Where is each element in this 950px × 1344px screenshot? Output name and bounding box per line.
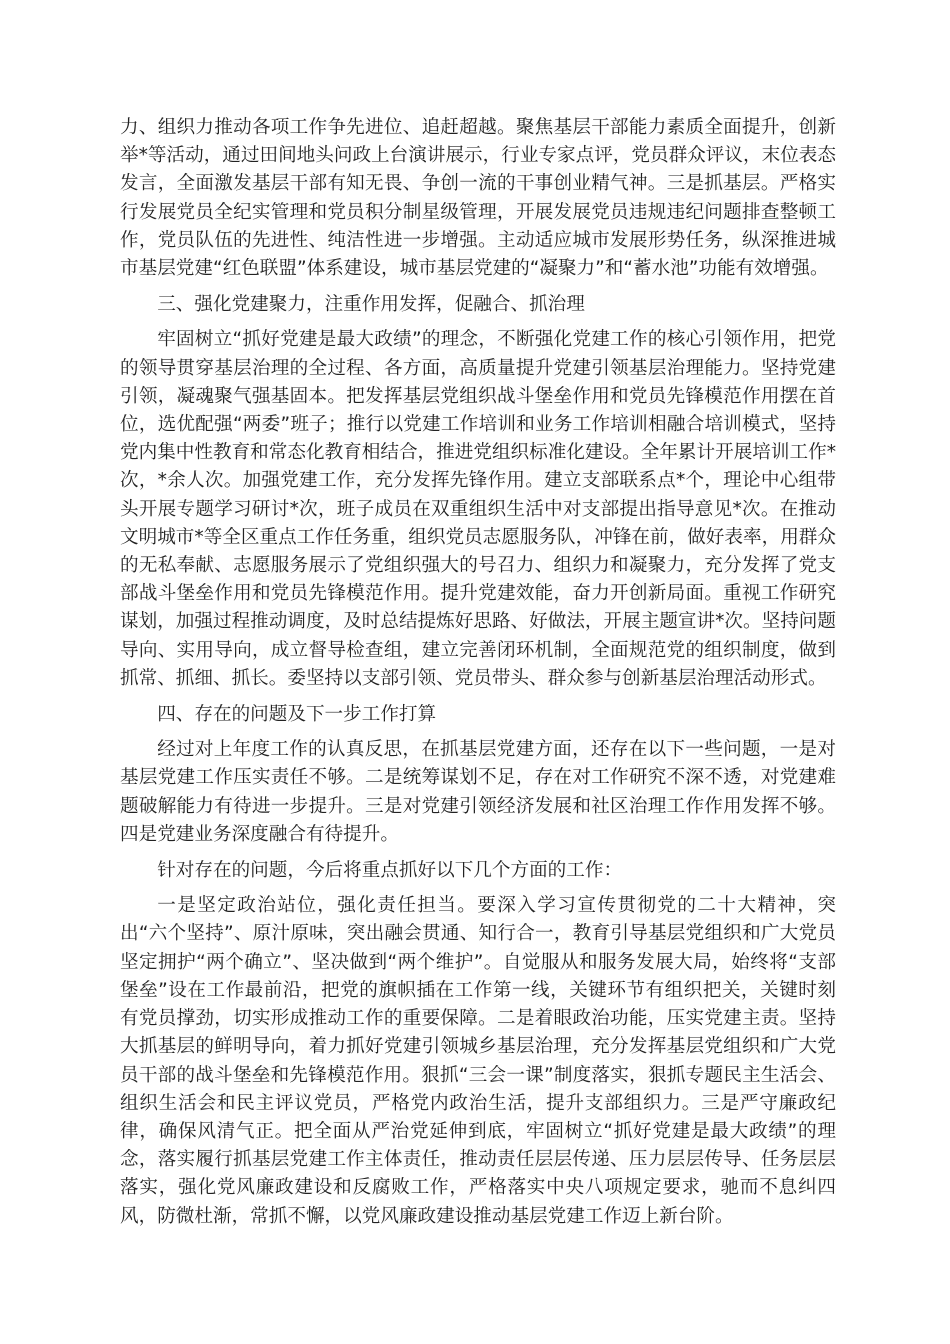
paragraph-next-steps-detail: 一是坚定政治站位，强化责任担当。要深入学习宣传贯彻党的二十大精神，突出“六个坚持”、原汁原味，突出融会贯通、知行合一，教育引导基层党组织和广大党员坚定拥护“两个确立”、坚决做到“两个维护”。自觉服从和服务发展大局，始终将“支部堡垒”设在工作最前沿，把党的旗帜插在工作第一线，关键环节有组织把关，关键时刻有党员撑劲，切实形成推动工作的重要保障。二是着眼政治功能，压实党建主责。坚持大抓基层的鲜明导向，着力抓好党建引领城乡基层治理，充分发挥基层党组织和广大党员干部的战斗堡垒和先锋模范作用。狠抓“三会一课”制度落实，狠抓专题民主生活会、组织生活会和民主评议党员，严格党内政治生活，提升支部组织力。三是严守廉政纪律，确保风清气正。把全面从严治党延伸到底，牢固树立“抓好党建是最大政绩”的理念，落实履行抓基层党建工作主体责任，推动责任层层传递、压力层层传导、任务层层落实，强化党风廉政建设和反腐败工作，严格落实中央八项规定要求，驰而不息纠四风，防微杜渐，常抓不懈，以党风廉政建设推动基层党建工作迈上新台阶。 xyxy=(120,895,836,1227)
document-body xyxy=(120,114,836,1231)
paragraph-problems: 经过对上年度工作的认真反思，在抓基层党建方面，还存在以下一些问题，一是对基层党建工作压实责任不够。二是统筹谋划不足，存在对工作研究不深不透，对党建难题破解能力有待进一步提升。三是对党建引领经济发展和社区治理工作作用发挥不够。四是党建业务深度融合有待提升。 xyxy=(120,739,836,845)
section-heading-3: 三、强化党建聚力，注重作用发挥，促融合、抓治理 xyxy=(157,293,585,315)
section-heading-4: 四、存在的问题及下一步工作打算 xyxy=(157,703,437,725)
paragraph-continued: 力、组织力推动各项工作争先进位、追赶超越。聚焦基层干部能力素质全面提升，创新举*等活动，通过田间地头问政上台演讲展示，行业专家点评，党员群众评议，末位表态发言，全面激发基层干部有知无畏、争创一流的干事创业精气神。三是抓基层。严格实行发展党员全纪实管理和党员积分制星级管理，开展发展党员违规违纪问题排查整顿工作，党员队伍的先进性、纯洁性进一步增强。主动适应城市发展形势任务，纵深推进城市基层党建“红色联盟”体系建设，城市基层党建的“凝聚力”和“蓄水池”功能有效增强。 xyxy=(120,117,836,280)
paragraph-section-3-body: 牢固树立“抓好党建是最大政绩”的理念，不断强化党建工作的核心引领作用，把党的领导贯穿基层治理的全过程、各方面，高质量提升党建引领基层治理能力。坚持党建引领，凝魂聚气强基固本。把发挥基层党组织战斗堡垒作用和党员先锋模范作用摆在首位，选优配强“两委”班子；推行以党建工作培训和业务工作培训相融合培训模式，坚持党内集中性教育和常态化教育相结合，推进党组织标准化建设。全年累计开展培训工作*次，*余人次。加强党建工作，充分发挥先锋作用。建立支部联系点*个，理论中心组带头开展专题学习研讨*次，班子成员在双重组织生活中对支部提出指导意见*次。在推动文明城市*等全区重点工作任务重，组织党员志愿服务队，冲锋在前，做好表率，用群众的无私奉献、志愿服务展示了党组织强大的号召力、组织力和凝聚力，充分发挥了党支部战斗堡垒作用和党员先锋模范作用。提升党建效能，奋力开创新局面。重视工作研究谋划，加强过程推动调度，及时总结提炼好思路、好做法，开展主题宣讲*次。坚持问题导向、实用导向，成立督导检查组，建立完善闭环机制，全面规范党的组织制度，做到抓常、抓细、抓长。委坚持以支部引领、党员带头、群众参与创新基层治理活动形式。 xyxy=(120,329,836,689)
paragraph-next-steps-intro: 针对存在的问题，今后将重点抓好以下几个方面的工作： xyxy=(157,859,623,881)
